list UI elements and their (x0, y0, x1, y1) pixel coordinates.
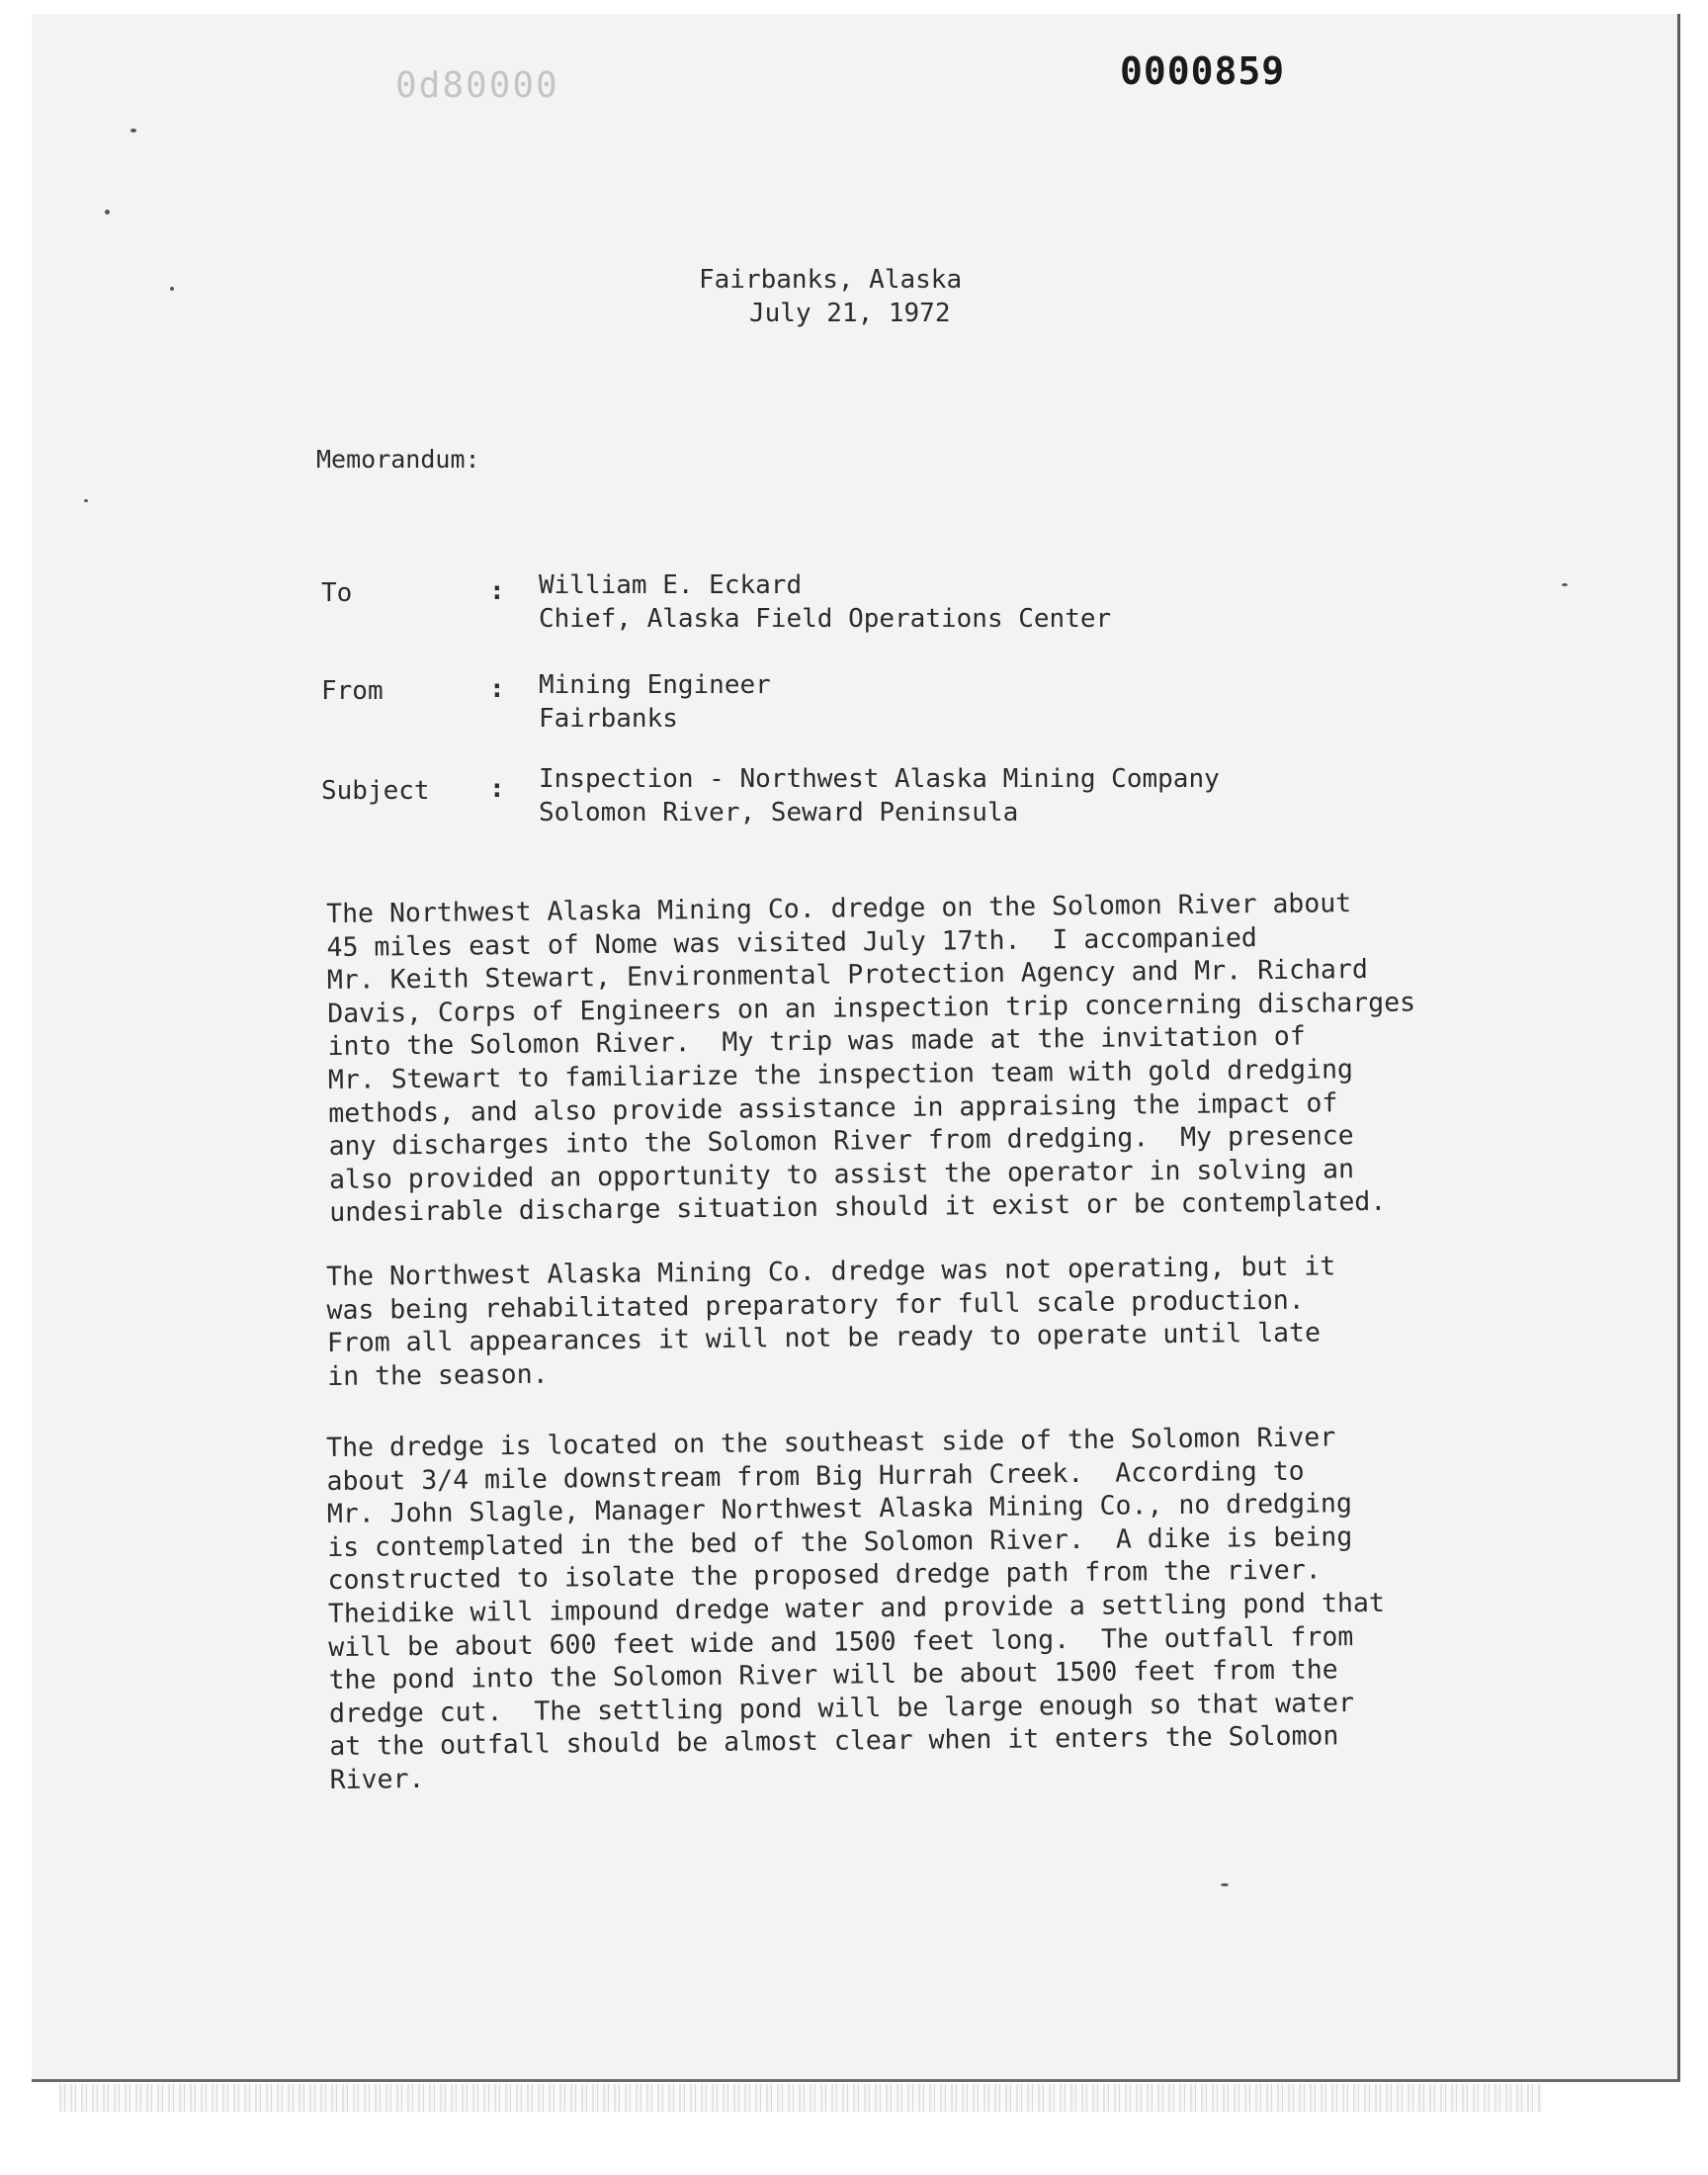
header-to-line: Chief, Alaska Field Operations Center (539, 604, 1112, 634)
body-line: in the season. (327, 1358, 549, 1392)
body-paragraph-1 (326, 886, 1417, 1229)
header-to-colon: : (489, 576, 505, 606)
scan-speck (105, 210, 110, 215)
body-line: constructed to isolate the proposed dredge path from the river. (327, 1554, 1322, 1597)
body-line: will be about 600 feet wide and 1500 feet long. The outfall from (328, 1620, 1354, 1663)
header-subject-line: Inspection - Northwest Alaska Mining Company (539, 764, 1220, 794)
body-line: about 3/4 mile downstream from Big Hurrah Creek. According to (326, 1455, 1305, 1497)
header-subject-line: Solomon River, Seward Peninsula (539, 798, 1019, 827)
dateline-date: July 21, 1972 (749, 299, 951, 328)
header-from-colon: : (489, 674, 505, 704)
scan-speck (84, 499, 88, 502)
body-line: Mr. Keith Stewart, Environmental Protection Agency and Mr. Richard (326, 954, 1368, 997)
faded-stamp-number: 0d80000 (395, 65, 559, 106)
header-from-line: Mining Engineer (539, 670, 771, 700)
body-line: also provided an opportunity to assist the operator in solving an (328, 1153, 1355, 1195)
scan-speck (170, 287, 174, 291)
body-paragraph-3 (326, 1421, 1387, 1797)
page-stamp-number: 0000859 (1120, 49, 1286, 93)
body-line: River. (329, 1763, 425, 1795)
body-line: The Northwest Alaska Mining Co. dredge was not operating, but it (326, 1251, 1336, 1292)
body-line: From all appearances it will not be ready to operate until late (326, 1317, 1322, 1359)
scan-speck (130, 129, 136, 132)
body-line: any discharges into the Solomon River from dredging. My presence (328, 1120, 1354, 1163)
body-line: Mr. John Slagle, Manager Northwest Alaska Mining Co., no dredging (326, 1488, 1353, 1530)
scan-speck (1221, 1883, 1229, 1886)
body-line: was being rehabilitated preparatory for full scale production. (326, 1284, 1305, 1326)
header-subject-label: Subject (321, 776, 430, 806)
body-line: Davis, Corps of Engineers on an inspection trip concerning discharges (327, 987, 1416, 1029)
body-line: The dredge is located on the southeast side of the Solomon River (326, 1422, 1336, 1463)
body-line: the pond into the Solomon River will be about 1500 feet from the (328, 1654, 1338, 1696)
body-line: at the outfall should be almost clear when it enters the Solomon (329, 1720, 1339, 1763)
body-line: 45 miles east of Nome was visited July 17th. I accompanied (326, 921, 1257, 963)
header-subject-colon: : (489, 774, 505, 804)
header-to-label: To (321, 578, 353, 608)
body-line: into the Solomon River. My trip was made at the invitation of (327, 1021, 1306, 1063)
body-line: undesirable discharge situation should it exist or be contemplated. (329, 1186, 1387, 1229)
memorandum-label: Memorandum: (316, 445, 480, 474)
scan-speck (1562, 583, 1568, 586)
body-paragraph-2 (326, 1250, 1336, 1393)
dateline-place: Fairbanks, Alaska (699, 265, 963, 295)
header-from-line: Fairbanks (539, 704, 678, 734)
header-to-line: William E. Eckard (539, 570, 803, 600)
body-line: Theidike will impound dredge water and provide a settling pond that (327, 1587, 1385, 1629)
scan-edge-strip (59, 2084, 1542, 2112)
body-line: is contemplated in the bed of the Solomon River. A dike is being (327, 1521, 1353, 1563)
body-line: The Northwest Alaska Mining Co. dredge on the Solomon River about (326, 888, 1352, 929)
header-from-label: From (321, 676, 384, 706)
body-line: Mr. Stewart to familiarize the inspection team with gold dredging (327, 1054, 1354, 1095)
body-line: dredge cut. The settling pond will be large enough so that water (328, 1687, 1355, 1729)
body-line: methods, and also provide assistance in appraising the impact of (328, 1087, 1338, 1129)
